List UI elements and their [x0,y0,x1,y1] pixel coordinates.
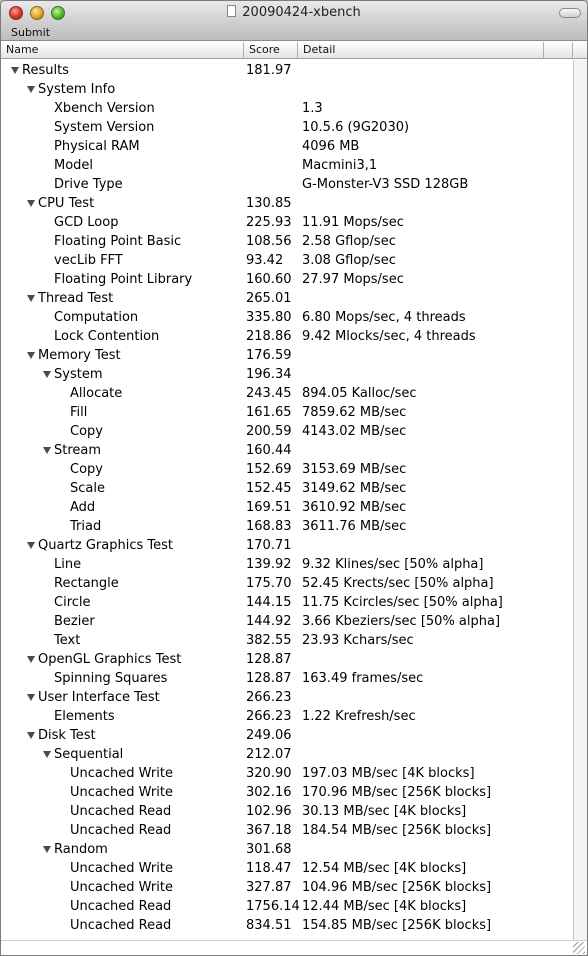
row-name: OpenGL Graphics Test [38,652,182,667]
row-name: System Version [54,120,155,135]
row-name: Results [22,63,69,78]
disclosure-triangle-icon[interactable] [43,846,51,853]
row-score: 175.70 [246,576,292,591]
window-bottom-bar [1,940,587,956]
row-detail: 1.3 [302,101,323,116]
row-name: Drive Type [54,177,123,192]
row-detail: 52.45 Krects/sec [50% alpha] [302,576,494,591]
row-detail: 3611.76 MB/sec [302,519,407,534]
row-detail: 894.05 Kalloc/sec [302,386,417,401]
table-row[interactable] [1,726,573,745]
row-name: Elements [54,709,115,724]
table-row[interactable] [1,213,573,232]
table-row[interactable] [1,118,573,137]
row-detail: 11.91 Mops/sec [302,215,404,230]
row-detail: 3610.92 MB/sec [302,500,407,515]
disclosure-triangle-icon[interactable] [43,371,51,378]
row-name: System Info [38,82,116,97]
row-score: 108.56 [246,234,292,249]
disclosure-triangle-icon[interactable] [27,295,35,302]
table-row[interactable] [1,688,573,707]
row-score: 266.23 [246,690,292,705]
row-name: Uncached Read [70,804,172,819]
table-row[interactable] [1,593,573,612]
row-detail: 1.22 Krefresh/sec [302,709,416,724]
row-name: Uncached Write [70,766,173,781]
row-name: Bezier [54,614,95,629]
row-name: Uncached Read [70,823,172,838]
table-row[interactable] [1,137,573,156]
row-name: Copy [70,424,103,439]
row-name: Random [54,842,108,857]
row-detail: 3153.69 MB/sec [302,462,407,477]
table-row[interactable] [1,650,573,669]
table-row[interactable] [1,251,573,270]
row-name: Copy [70,462,103,477]
row-detail: 104.96 MB/sec [256K blocks] [302,880,492,895]
row-name: GCD Loop [54,215,119,230]
row-name: vecLib FFT [54,253,123,268]
title-bar[interactable] [1,1,587,41]
row-score: 320.90 [246,766,292,781]
row-name: Scale [70,481,105,496]
row-detail: 197.03 MB/sec [4K blocks] [302,766,475,781]
column-header [1,42,587,59]
row-name: Uncached Write [70,880,173,895]
table-row[interactable] [1,707,573,726]
toolbar-toggle-button[interactable] [559,8,581,18]
row-score: 200.59 [246,424,292,439]
row-score: 225.93 [246,215,292,230]
row-detail: 184.54 MB/sec [256K blocks] [302,823,492,838]
table-row[interactable] [1,878,573,897]
row-score: 152.45 [246,481,292,496]
row-score: 266.23 [246,709,292,724]
row-name: Floating Point Basic [54,234,182,249]
row-score: 170.71 [246,538,292,553]
row-name: Memory Test [38,348,121,363]
row-detail: 11.75 Kcircles/sec [50% alpha] [302,595,503,610]
row-detail: 7859.62 MB/sec [302,405,407,420]
row-name: Add [70,500,96,515]
row-detail: 12.44 MB/sec [4K blocks] [302,899,467,914]
disclosure-triangle-icon[interactable] [27,694,35,701]
document-icon [227,5,236,17]
row-name: Uncached Write [70,861,173,876]
row-name: User Interface Test [38,690,160,705]
row-score: 128.87 [246,671,292,686]
score-column-header[interactable]: Score [244,42,298,58]
row-score: 93.42 [246,253,284,268]
empty-column-header [544,42,573,58]
table-row[interactable] [1,574,573,593]
table-row[interactable] [1,460,573,479]
row-score: 196.34 [246,367,292,382]
row-score: 168.83 [246,519,292,534]
row-name: Lock Contention [54,329,160,344]
row-detail: 3.08 Gflop/sec [302,253,396,268]
row-score: 265.01 [246,291,292,306]
vertical-scrollbar[interactable] [573,60,587,940]
row-name: Allocate [70,386,123,401]
row-detail: G-Monster-V3 SSD 128GB [302,177,469,192]
row-score: 367.18 [246,823,292,838]
row-detail: 27.97 Mops/sec [302,272,404,287]
row-score: 212.07 [246,747,292,762]
row-score: 327.87 [246,880,292,895]
row-name: Stream [54,443,102,458]
table-row[interactable] [1,80,573,99]
disclosure-triangle-icon[interactable] [43,447,51,454]
row-detail: 170.96 MB/sec [256K blocks] [302,785,492,800]
submit-button[interactable]: Submit [11,26,51,39]
table-row[interactable] [1,631,573,650]
table-row[interactable] [1,764,573,783]
table-row[interactable] [1,99,573,118]
row-score: 144.15 [246,595,292,610]
table-row[interactable] [1,612,573,631]
table-row[interactable] [1,194,573,213]
row-name: Floating Point Library [54,272,193,287]
row-score: 382.55 [246,633,292,648]
table-row[interactable] [1,384,573,403]
row-score: 335.80 [246,310,292,325]
row-detail: 30.13 MB/sec [4K blocks] [302,804,467,819]
row-name: Sequential [54,747,124,762]
table-row[interactable] [1,745,573,764]
disclosure-triangle-icon[interactable] [27,656,35,663]
table-row[interactable] [1,156,573,175]
disclosure-triangle-icon[interactable] [27,86,35,93]
row-score: 152.69 [246,462,292,477]
disclosure-triangle-icon[interactable] [27,542,35,549]
table-row[interactable] [1,308,573,327]
name-column-header[interactable]: Name [1,42,244,58]
row-score: 176.59 [246,348,292,363]
table-row[interactable] [1,61,573,80]
row-score: 130.85 [246,196,292,211]
row-detail: 3.66 Kbeziers/sec [50% alpha] [302,614,501,629]
row-score: 181.97 [246,63,292,78]
table-row[interactable] [1,859,573,878]
row-name: System [54,367,103,382]
row-name: Xbench Version [54,101,155,116]
row-detail: 23.93 Kchars/sec [302,633,414,648]
row-name: Text [54,633,81,648]
row-detail: 163.49 frames/sec [302,671,424,686]
row-score: 118.47 [246,861,292,876]
table-row[interactable] [1,783,573,802]
row-detail: 9.32 Klines/sec [50% alpha] [302,557,484,572]
row-name: Physical RAM [54,139,140,154]
row-score: 218.86 [246,329,292,344]
detail-column-header[interactable]: Detail [298,42,544,58]
row-name: CPU Test [38,196,95,211]
row-score: 834.51 [246,918,292,933]
window-title: 20090424-xbench [242,5,361,20]
row-detail: 2.58 Gflop/sec [302,234,396,249]
row-name: Line [54,557,82,572]
row-score: 102.96 [246,804,292,819]
row-name: Rectangle [54,576,119,591]
row-detail: 12.54 MB/sec [4K blocks] [302,861,467,876]
disclosure-triangle-icon[interactable] [11,67,19,74]
results-outline[interactable] [1,60,573,940]
row-detail: 6.80 Mops/sec, 4 threads [302,310,466,325]
row-name: Spinning Squares [54,671,168,686]
table-row[interactable] [1,840,573,859]
table-row[interactable] [1,422,573,441]
row-detail: 10.5.6 (9G2030) [302,120,410,135]
row-score: 169.51 [246,500,292,515]
disclosure-triangle-icon[interactable] [27,200,35,207]
row-score: 160.44 [246,443,292,458]
table-row[interactable] [1,498,573,517]
row-detail: 3149.62 MB/sec [302,481,407,496]
row-score: 302.16 [246,785,292,800]
row-detail: 154.85 MB/sec [256K blocks] [302,918,492,933]
row-name: Thread Test [38,291,114,306]
table-row[interactable] [1,232,573,251]
row-name: Uncached Read [70,899,172,914]
disclosure-triangle-icon[interactable] [43,751,51,758]
table-row[interactable] [1,536,573,555]
row-name: Computation [54,310,139,325]
table-row[interactable] [1,403,573,422]
row-score: 1756.14 [246,899,300,914]
row-score: 161.65 [246,405,292,420]
row-score: 243.45 [246,386,292,401]
row-score: 139.92 [246,557,292,572]
table-row[interactable] [1,669,573,688]
table-row[interactable] [1,555,573,574]
table-row[interactable] [1,346,573,365]
row-name: Disk Test [38,728,96,743]
table-row[interactable] [1,479,573,498]
disclosure-triangle-icon[interactable] [27,732,35,739]
table-row[interactable] [1,365,573,384]
table-row[interactable] [1,821,573,840]
row-name: Triad [70,519,102,534]
table-row[interactable] [1,175,573,194]
row-name: Uncached Read [70,918,172,933]
table-row[interactable] [1,517,573,536]
row-score: 301.68 [246,842,292,857]
row-name: Fill [70,405,88,420]
table-row[interactable] [1,916,573,935]
resize-grip-icon[interactable] [573,942,585,954]
table-row[interactable] [1,897,573,916]
row-name: Circle [54,595,91,610]
row-score: 249.06 [246,728,292,743]
table-row[interactable] [1,802,573,821]
row-detail: 9.42 Mlocks/sec, 4 threads [302,329,476,344]
table-row[interactable] [1,270,573,289]
row-score: 128.87 [246,652,292,667]
table-row[interactable] [1,289,573,308]
row-name: Uncached Write [70,785,173,800]
table-row[interactable] [1,441,573,460]
row-score: 160.60 [246,272,292,287]
disclosure-triangle-icon[interactable] [27,352,35,359]
row-name: Quartz Graphics Test [38,538,173,553]
row-detail: 4143.02 MB/sec [302,424,407,439]
row-detail: Macmini3,1 [302,158,378,173]
row-detail: 4096 MB [302,139,360,154]
row-score: 144.92 [246,614,292,629]
table-row[interactable] [1,327,573,346]
row-name: Model [54,158,94,173]
window-title-group [1,5,587,20]
